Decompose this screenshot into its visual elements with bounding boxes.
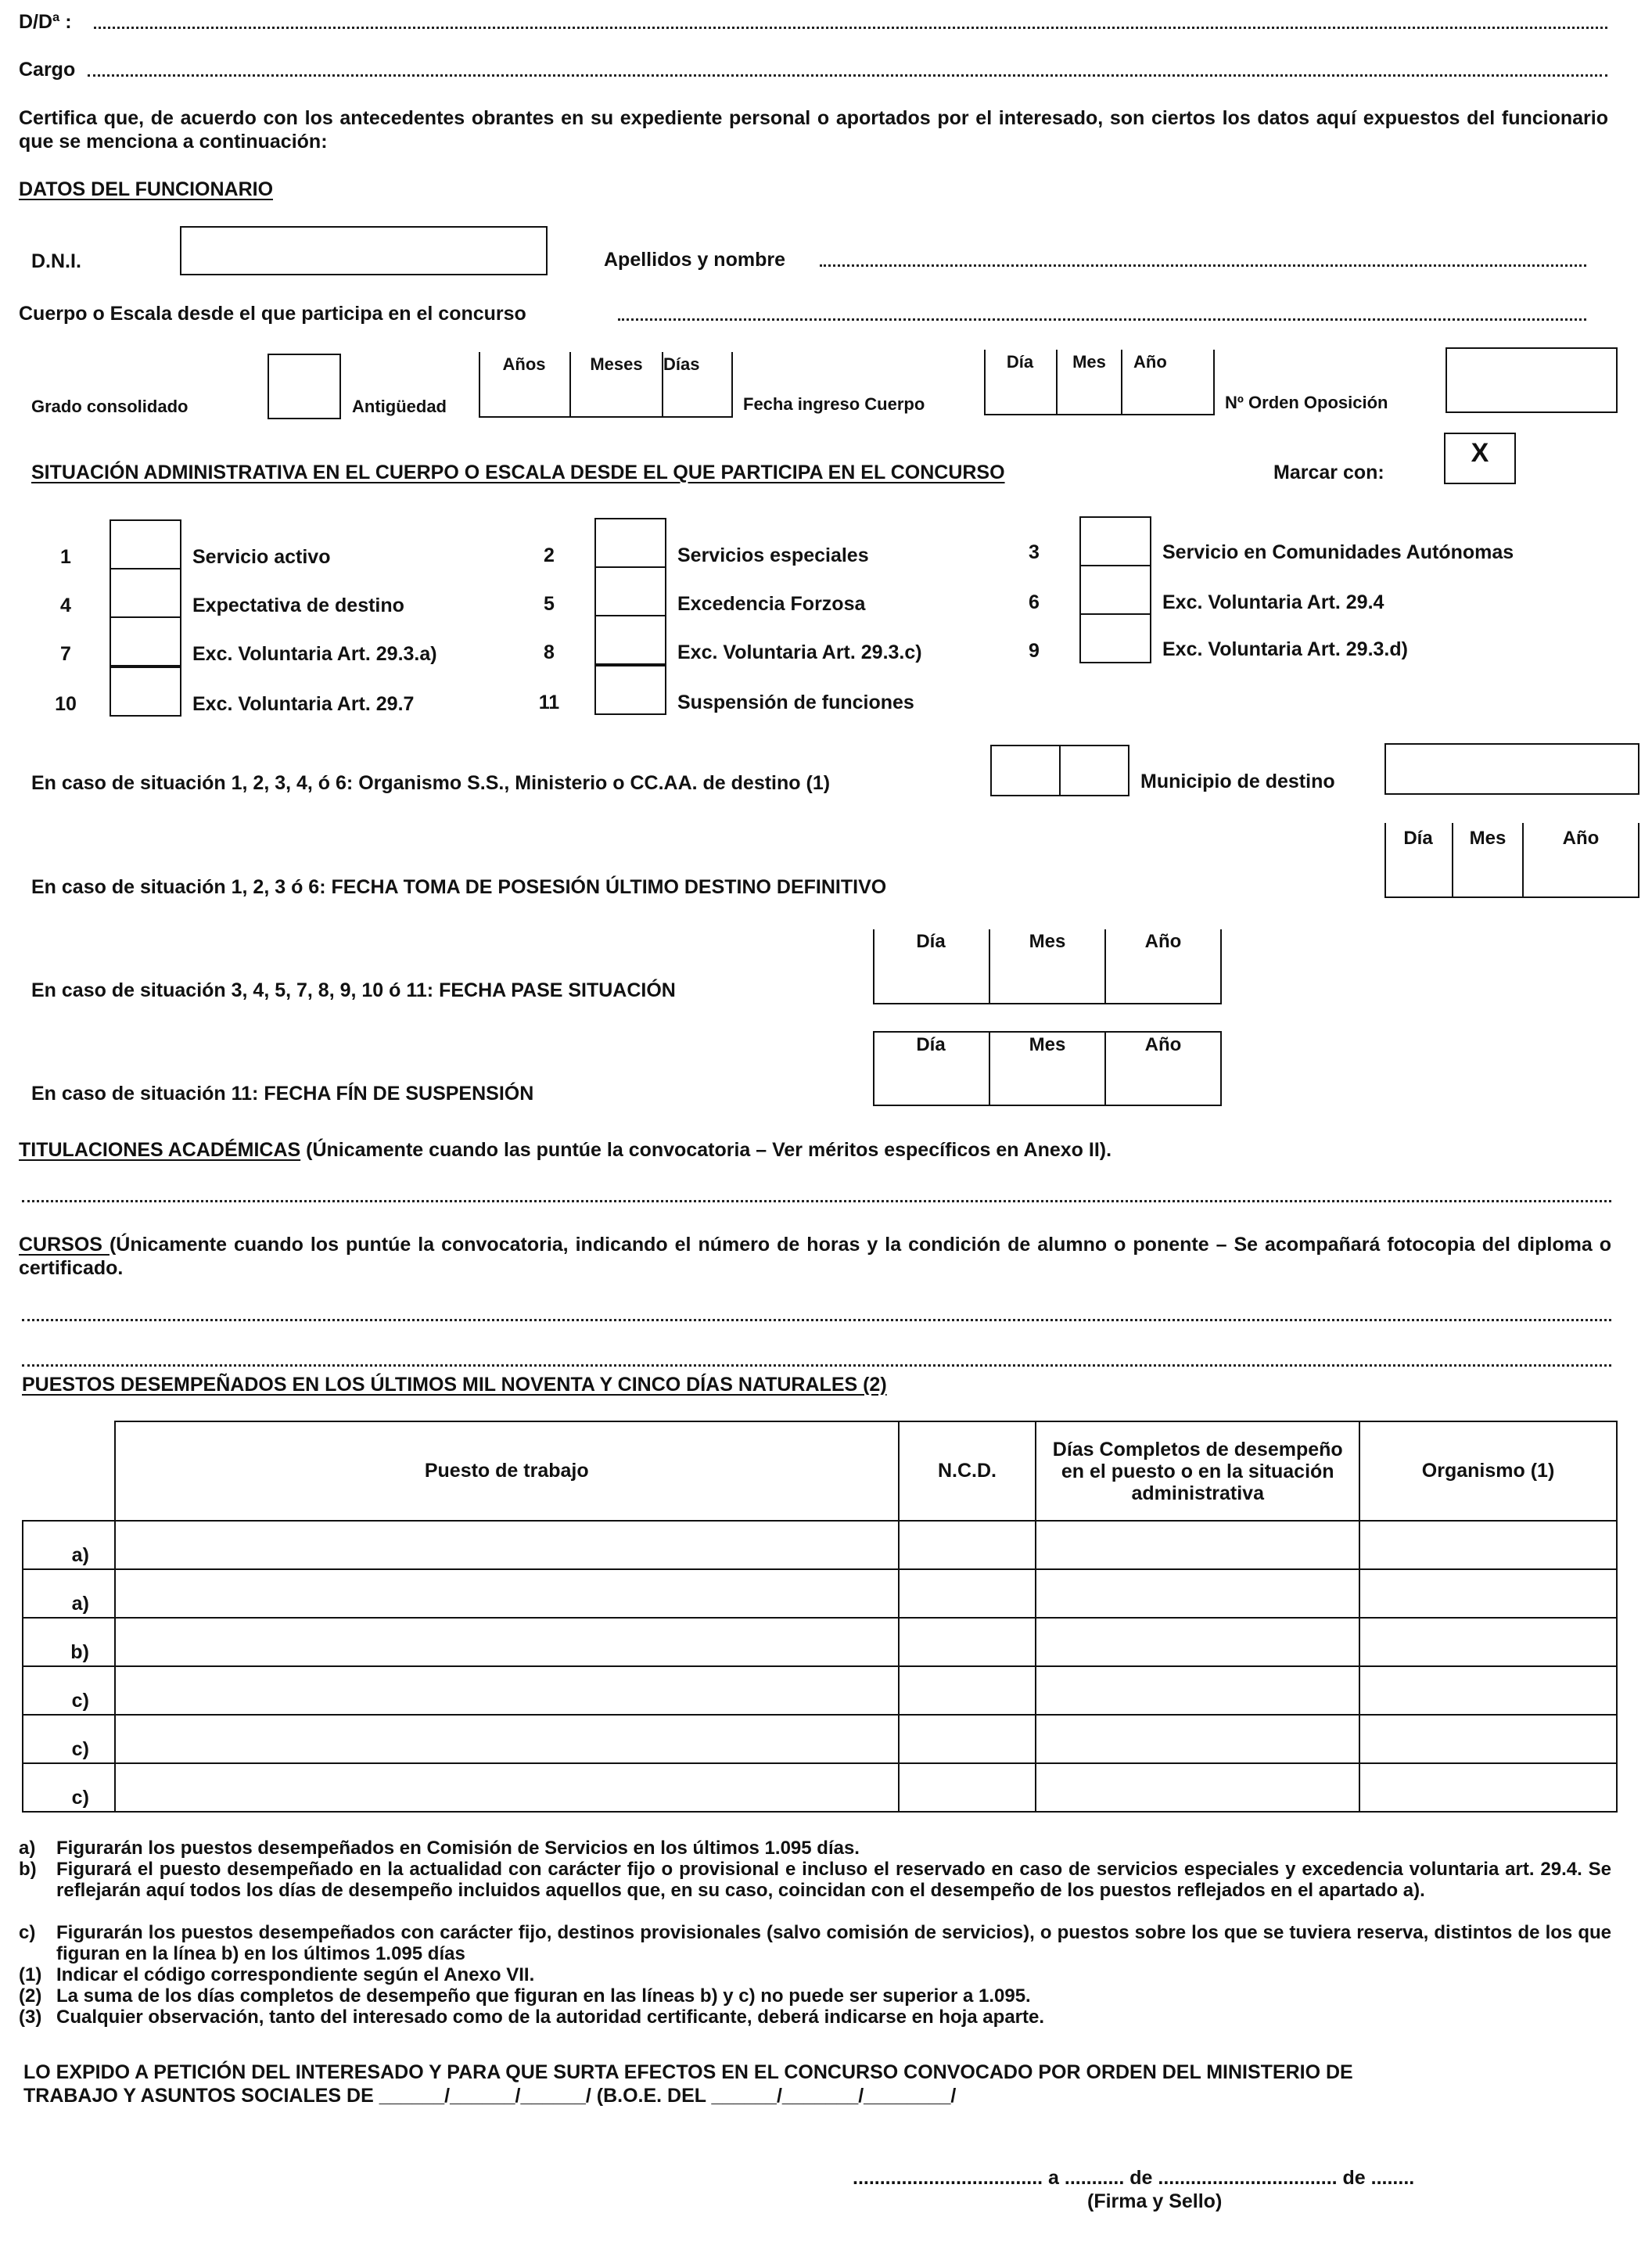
cell-dias[interactable] <box>1036 1715 1359 1763</box>
fecha-ingreso-col-mes: Mes <box>1072 352 1106 372</box>
fin-col-ano: Año <box>1144 1034 1182 1055</box>
organismo-label: En caso de situación 1, 2, 3, 4, ó 6: Organismo S.S., Ministerio o CC.AA. de destino (1) <box>31 772 831 794</box>
situacion-num-11: 11 <box>538 692 560 713</box>
situacion-num-8: 8 <box>544 641 555 663</box>
situacion-checkbox-4[interactable] <box>110 568 181 618</box>
situacion-label-2: Servicios especiales <box>677 544 869 566</box>
antiguedad-col-meses: Meses <box>590 354 643 374</box>
antiguedad-col-dias: Días <box>663 354 700 374</box>
note-text: La suma de los días completos de desempeño que figuran en las líneas b) y c) no puede ser superior a 1.095. <box>56 1985 1031 2007</box>
certifica-text: Certifica que, de acuerdo con los antecedentes obrantes en su expediente personal o aportados por el interesado, son ciertos los datos aquí expuestos del funcionario que se menciona a continuación: <box>19 107 1608 153</box>
note-1 <box>19 1964 1611 1985</box>
orden-label: Nº Orden Oposición <box>1225 393 1388 412</box>
situacion-checkbox-7[interactable] <box>110 616 181 666</box>
marcar-mark: X <box>1471 438 1489 468</box>
fecha-ingreso-col-dia: Día <box>1006 352 1034 372</box>
pase-col-dia: Día <box>916 931 946 952</box>
puestos-header-organismo: Organismo (1) <box>1359 1421 1617 1521</box>
cell-dias[interactable] <box>1036 1618 1359 1666</box>
situacion-label-5: Excedencia Forzosa <box>677 593 866 615</box>
table-row <box>23 1666 1617 1715</box>
cell-puesto[interactable] <box>115 1666 899 1715</box>
toma-col-ano: Año <box>1562 828 1600 849</box>
note-c <box>19 1922 1611 1964</box>
cell-ncd[interactable] <box>899 1569 1036 1618</box>
note-b <box>19 1859 1611 1922</box>
pase-col-mes: Mes <box>1029 931 1066 952</box>
cell-ncd[interactable] <box>899 1521 1036 1569</box>
situacion-label-7: Exc. Voluntaria Art. 29.3.a) <box>192 643 437 665</box>
note-text: Indicar el código correspondiente según el Anexo VII. <box>56 1964 535 1985</box>
cargo-label: Cargo <box>19 59 76 81</box>
situacion-num-5: 5 <box>544 593 555 615</box>
fin-col-mes: Mes <box>1029 1034 1066 1055</box>
note-text: Cualquier observación, tanto del interesado como de la autoridad certificante, deberá indicarse en hoja aparte. <box>56 2007 1045 2028</box>
municipio-label: Municipio de destino <box>1140 771 1335 792</box>
footer-line-2: TRABAJO Y ASUNTOS SOCIALES DE ______/______/______/ (B.O.E. DEL ______/_______/________/ <box>23 2085 957 2107</box>
titulaciones-note: (Únicamente cuando las puntúe la convocatoria – Ver méritos específicos en Anexo II). <box>300 1139 1112 1161</box>
cell-puesto[interactable] <box>115 1715 899 1763</box>
apellidos-field[interactable] <box>820 264 1586 267</box>
note-text: Figurará el puesto desempeñado en la actualidad con carácter fijo o provisional e incluso el reservado en caso de servicios especiales y excedencia voluntaria art. 29.4. Se reflejarán aquí todos los días de desempeño incluidos aquellos que, en su caso, coincidan con el desempeño de los puestos reflejados en el apartado a). <box>56 1859 1611 1901</box>
cell-ncd[interactable] <box>899 1666 1036 1715</box>
cursos-note: (Únicamente cuando los puntúe la convocatoria, indicando el número de horas y la condición de alumno o ponente – Se acompañará fotocopia del diploma o certificado. <box>19 1234 1611 1279</box>
cell-ncd[interactable] <box>899 1618 1036 1666</box>
pase-label: En caso de situación 3, 4, 5, 7, 8, 9, 10 ó 11: FECHA PASE SITUACIÓN <box>31 979 676 1001</box>
cell-organismo[interactable] <box>1359 1666 1617 1715</box>
municipio-input[interactable] <box>1384 743 1639 795</box>
fecha-ingreso-col-ano: Año <box>1133 352 1167 372</box>
situacion-num-1: 1 <box>60 546 71 568</box>
puestos-table <box>22 1421 1618 1813</box>
situacion-num-4: 4 <box>60 595 71 616</box>
note-text: Figurarán los puestos desempeñados con carácter fijo, destinos provisionales (salvo comisión de servicios), o puestos sobre los que se tuviera reserva, distintos de los que figuran en la línea b) en los últimos 1.095 días <box>56 1922 1611 1964</box>
sign-line[interactable]: ................................... a ........... de ................................. de ........ <box>853 2167 1415 2189</box>
situacion-label-1: Servicio activo <box>192 546 331 568</box>
puestos-header-dias: Días Completos de desempeño en el puesto o en la situación administrativa <box>1036 1421 1359 1521</box>
antiguedad-col-anos: Años <box>502 354 546 374</box>
cuerpo-label: Cuerpo o Escala desde el que participa en el concurso <box>19 303 526 325</box>
marcar-label: Marcar con: <box>1273 462 1384 483</box>
cell-organismo[interactable] <box>1359 1521 1617 1569</box>
row-key: c) <box>23 1715 115 1763</box>
situacion-checkbox-1[interactable] <box>110 519 181 569</box>
footer-line-1: LO EXPIDO A PETICIÓN DEL INTERESADO Y PARA QUE SURTA EFECTOS EN EL CONCURSO CONVOCADO POR ORDEN DEL MINISTERIO DE <box>23 2061 1353 2083</box>
situacion-num-3: 3 <box>1029 541 1040 563</box>
row-key: a) <box>23 1521 115 1569</box>
table-row <box>23 1618 1617 1666</box>
dd-field[interactable] <box>94 27 1607 29</box>
dd-label: D/Dª : <box>19 11 72 33</box>
pase-col-ano: Año <box>1144 931 1182 952</box>
situacion-checkbox-5[interactable] <box>594 566 666 616</box>
situacion-label-4: Expectativa de destino <box>192 595 404 616</box>
fin-label: En caso de situación 11: FECHA FÍN DE SUSPENSIÓN <box>31 1083 534 1105</box>
cell-ncd[interactable] <box>899 1763 1036 1812</box>
row-key: b) <box>23 1618 115 1666</box>
titulaciones-line <box>19 1139 1112 1162</box>
section-title-funcionario: DATOS DEL FUNCIONARIO <box>19 178 274 200</box>
situacion-checkbox-10[interactable] <box>110 666 181 717</box>
note-key: (3) <box>19 2007 42 2028</box>
cell-ncd[interactable] <box>899 1715 1036 1763</box>
situacion-checkbox-3[interactable] <box>1079 516 1151 566</box>
row-key: a) <box>23 1569 115 1618</box>
cell-puesto[interactable] <box>115 1763 899 1812</box>
situacion-checkbox-11[interactable] <box>594 665 666 715</box>
firma-label: (Firma y Sello) <box>1087 2190 1223 2212</box>
row-key: c) <box>23 1763 115 1812</box>
table-row <box>23 1763 1617 1812</box>
note-key: b) <box>19 1859 37 1880</box>
situacion-checkbox-6[interactable] <box>1079 565 1151 615</box>
dni-label: D.N.I. <box>31 250 81 272</box>
cuerpo-field[interactable] <box>618 318 1586 321</box>
table-row <box>23 1715 1617 1763</box>
titulaciones-field[interactable] <box>22 1200 1611 1202</box>
titulaciones-title: TITULACIONES ACADÉMICAS <box>19 1139 301 1161</box>
apellidos-label: Apellidos y nombre <box>604 249 785 271</box>
situacion-checkbox-2[interactable] <box>594 518 666 568</box>
fin-col-dia: Día <box>916 1034 946 1055</box>
situacion-label-8: Exc. Voluntaria Art. 29.3.c) <box>677 641 922 663</box>
row-key: c) <box>23 1666 115 1715</box>
cursos-field-2[interactable] <box>22 1364 1611 1367</box>
note-3 <box>19 2007 1611 2028</box>
note-key: (2) <box>19 1985 42 2007</box>
dni-input[interactable] <box>180 226 548 275</box>
cursos-field-1[interactable] <box>22 1319 1611 1321</box>
toma-col-mes: Mes <box>1469 828 1507 849</box>
situacion-label-9: Exc. Voluntaria Art. 29.3.d) <box>1162 638 1408 660</box>
grado-input[interactable] <box>268 354 341 419</box>
situacion-checkbox-8[interactable] <box>594 615 666 665</box>
marcar-example-box <box>1444 433 1516 484</box>
note-key: (1) <box>19 1964 42 1985</box>
orden-input[interactable] <box>1446 347 1618 413</box>
cell-organismo[interactable] <box>1359 1715 1617 1763</box>
cell-puesto[interactable] <box>115 1618 899 1666</box>
situacion-checkbox-9[interactable] <box>1079 613 1151 663</box>
cell-dias[interactable] <box>1036 1569 1359 1618</box>
situacion-label-3: Servicio en Comunidades Autónomas <box>1162 541 1514 563</box>
cell-dias[interactable] <box>1036 1763 1359 1812</box>
puestos-header-puesto: Puesto de trabajo <box>115 1421 899 1521</box>
note-text: Figurarán los puestos desempeñados en Comisión de Servicios en los últimos 1.095 días. <box>56 1838 860 1859</box>
situacion-label-6: Exc. Voluntaria Art. 29.4 <box>1162 591 1384 613</box>
cell-puesto[interactable] <box>115 1521 899 1569</box>
situacion-label-10: Exc. Voluntaria Art. 29.7 <box>192 693 415 715</box>
cursos-text <box>19 1233 1611 1280</box>
cell-organismo[interactable] <box>1359 1763 1617 1812</box>
cell-dias[interactable] <box>1036 1666 1359 1715</box>
section-title-puestos: PUESTOS DESEMPEÑADOS EN LOS ÚLTIMOS MIL NOVENTA Y CINCO DÍAS NATURALES (2) <box>22 1374 887 1396</box>
cargo-field[interactable] <box>88 74 1607 77</box>
situacion-num-10: 10 <box>55 693 77 715</box>
organismo-divider <box>1059 745 1061 796</box>
fecha-ingreso-label: Fecha ingreso Cuerpo <box>743 394 925 414</box>
note-key: a) <box>19 1838 36 1859</box>
cell-dias[interactable] <box>1036 1521 1359 1569</box>
cell-organismo[interactable] <box>1359 1618 1617 1666</box>
situacion-num-9: 9 <box>1029 640 1040 662</box>
table-row <box>23 1569 1617 1618</box>
toma-col-dia: Día <box>1403 828 1433 849</box>
puestos-header-blank <box>23 1421 115 1521</box>
situacion-label-11: Suspensión de funciones <box>677 692 914 713</box>
puestos-header-ncd: N.C.D. <box>899 1421 1036 1521</box>
situacion-num-7: 7 <box>60 643 71 665</box>
situacion-num-6: 6 <box>1029 591 1040 613</box>
cell-puesto[interactable] <box>115 1569 899 1618</box>
toma-label: En caso de situación 1, 2, 3 ó 6: FECHA TOMA DE POSESIÓN ÚLTIMO DESTINO DEFINITIVO <box>31 876 887 898</box>
antiguedad-label: Antigüedad <box>352 397 447 416</box>
table-row <box>23 1521 1617 1569</box>
cell-organismo[interactable] <box>1359 1569 1617 1618</box>
situacion-num-2: 2 <box>544 544 555 566</box>
note-key: c) <box>19 1922 36 1943</box>
note-a <box>19 1838 1611 1859</box>
grado-label: Grado consolidado <box>31 397 189 416</box>
cursos-title: CURSOS <box>19 1234 110 1256</box>
section-title-situacion: SITUACIÓN ADMINISTRATIVA EN EL CUERPO O ESCALA DESDE EL QUE PARTICIPA EN EL CONCURSO <box>31 462 1005 483</box>
note-2 <box>19 1985 1611 2007</box>
